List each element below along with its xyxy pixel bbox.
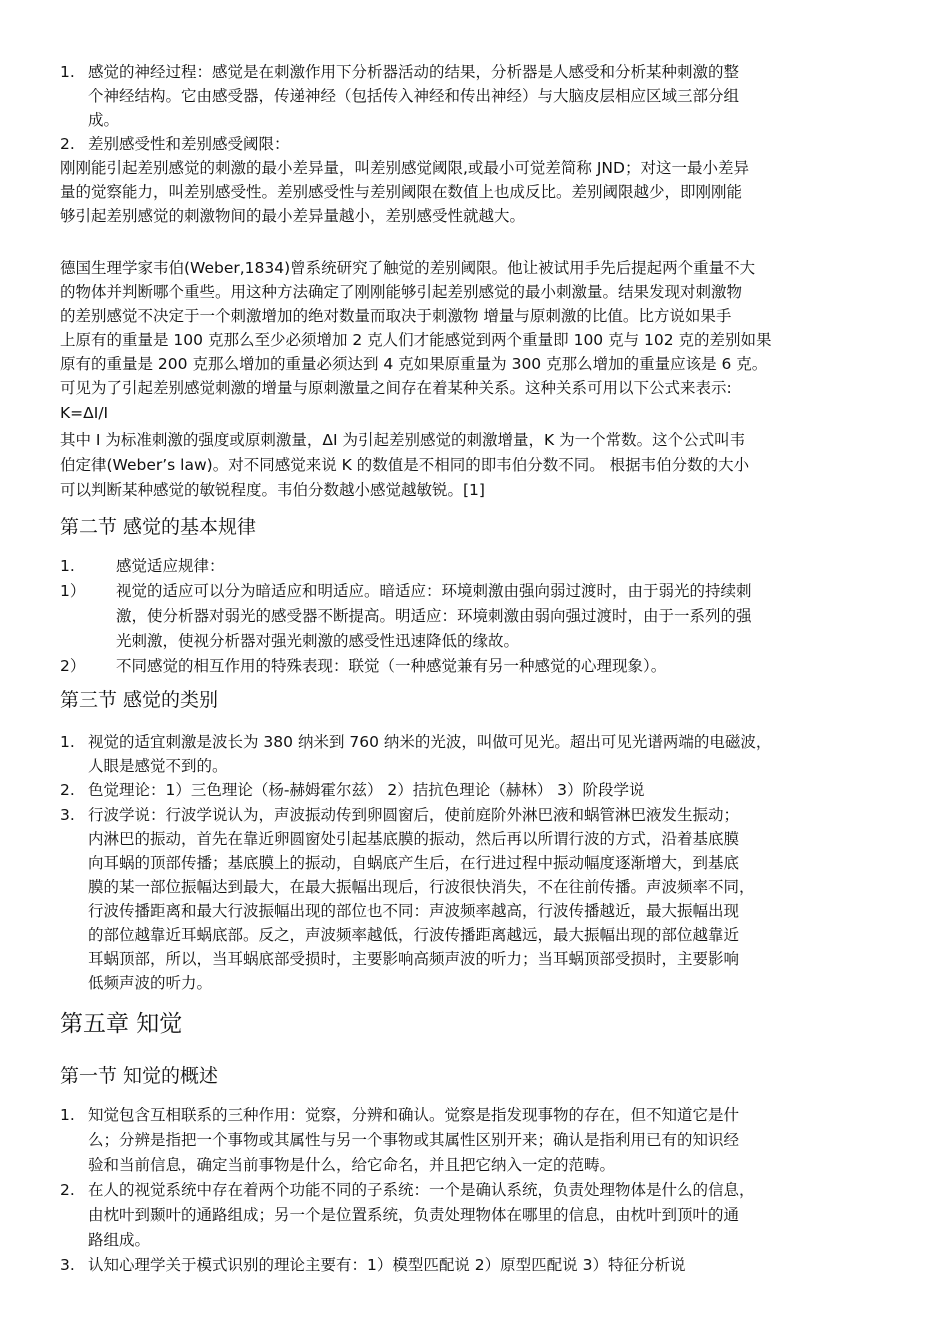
- paragraph-line: 上原有的重量是 100 克那么至少必须增加 2 克人们才能感觉到两个重量即 100 克与 102 克的差别如果: [60, 331, 772, 349]
- list-item-line: 感觉适应规律：: [116, 557, 225, 575]
- list-item-line: 么；分辨是指把一个事物或其属性与另一个事物或其属性区别开来；确认是指利用已有的知识经: [88, 1131, 740, 1149]
- list-item-line: 行波传播距离和最大行波振幅出现的部位也不同：声波频率越高，行波传播越近，最大振幅出现: [88, 902, 740, 920]
- list-number: 1.: [60, 1106, 75, 1124]
- list-number: 1）: [60, 582, 86, 600]
- list-item-line: 向耳蜗的顶部传播；基底膜上的振动，自蜗底产生后，在行进过程中振动幅度逐渐增大，到基底: [88, 854, 740, 872]
- list-item-line: 验和当前信息，确定当前事物是什么，给它命名，并且把它纳入一定的范畴。: [88, 1156, 616, 1174]
- paragraph-line: 的差别感觉不决定于一个刺激增加的绝对数量而取决于刺激物 增量与原刺激的比值。比方说如果手: [60, 307, 732, 325]
- paragraph-line: 可以判断某种感觉的敏锐程度。韦伯分数越小感觉越敏锐。[1]: [60, 481, 485, 499]
- list-item-line: 差别感受性和差别感受阈限：: [88, 135, 290, 153]
- section-heading: 第一节 知觉的概述: [60, 1065, 219, 1087]
- paragraph-line: 够引起差别感觉的刺激物间的最小差异量越小，差别感受性就越大。: [60, 207, 526, 225]
- list-number: 2.: [60, 781, 75, 799]
- list-item-line: 成。: [88, 111, 120, 129]
- list-item-line: 行波学说：行波学说认为，声波振动传到卵圆窗后，使前庭阶外淋巴液和蜗管淋巴液发生振动；: [88, 806, 740, 824]
- list-item-line: 知觉包含互相联系的三种作用：觉察，分辨和确认。觉察是指发现事物的存在，但不知道它是什: [88, 1106, 740, 1124]
- list-item-line: 个神经结构。它由感受器，传递神经（包括传入神经和传出神经）与大脑皮层相应区域三部分组: [88, 87, 740, 105]
- list-item-line: 视觉的适应可以分为暗适应和明适应。暗适应：环境刺激由强向弱过渡时，由于弱光的持续刺: [116, 582, 752, 600]
- paragraph-line: 量的觉察能力，叫差别感受性。差别感受性与差别阈限在数值上也成反比。差别阈限越少，即刚刚能: [60, 183, 743, 201]
- list-item-line: 的部位越靠近耳蜗底部。反之，声波频率越低，行波传播距离越远，最大振幅出现的部位越靠近: [88, 926, 740, 944]
- list-number: 2.: [60, 135, 75, 153]
- paragraph-line: 伯定律(Weber’s law)。对不同感觉来说 K 的数值是不相同的即韦伯分数不同。 根据韦伯分数的大小: [60, 456, 750, 474]
- paragraph-line: 的物体并判断哪个重些。用这种方法确定了刚刚能够引起差别感觉的最小刺激量。结果发现对刺激物: [60, 283, 743, 301]
- list-number: 2）: [60, 657, 86, 675]
- paragraph-line: 其中 I 为标准刺激的强度或原刺激量，ΔI 为引起差别感觉的刺激增量，K 为一个常数。这个公式叫韦: [60, 431, 746, 449]
- list-item-line: 耳蜗顶部，所以，当耳蜗底部受损时，主要影响高频声波的听力；当耳蜗顶部受损时，主要影响: [88, 950, 740, 968]
- list-item-line: 视觉的适宜刺激是波长为 380 纳米到 760 纳米的光波，叫做可见光。超出可见光谱两端的电磁波，: [88, 733, 772, 751]
- list-item-line: 人眼是感觉不到的。: [88, 757, 228, 775]
- paragraph-line: 刚刚能引起差别感觉的刺激的最小差异量，叫差别感觉阈限,或最小可觉差简称 JND；对这一最小差异: [60, 159, 749, 177]
- list-item-line: 路组成。: [88, 1231, 151, 1249]
- list-item-line: 感觉的神经过程：感觉是在刺激作用下分析器活动的结果，分析器是人感受和分析某种刺激的整: [88, 63, 740, 81]
- list-item-line: 低频声波的听力。: [88, 974, 213, 992]
- section-heading: 第三节 感觉的类别: [60, 689, 219, 711]
- list-number: 1.: [60, 733, 75, 751]
- paragraph-line: 德国生理学家韦伯(Weber,1834)曾系统研究了触觉的差别阈限。他让被试用手先后提起两个重量不大: [60, 259, 756, 277]
- paragraph-line: 原有的重量是 200 克那么增加的重量必须达到 4 克如果原重量为 300 克那么增加的重量应该是 6 克。: [60, 355, 768, 373]
- list-item-line: 色觉理论：1）三色理论（杨-赫姆霍尔兹） 2）拮抗色理论（赫林） 3）阶段学说: [88, 781, 645, 799]
- list-number: 1.: [60, 63, 75, 81]
- list-number: 2.: [60, 1181, 75, 1199]
- formula: K=ΔI/I: [60, 404, 109, 422]
- list-item-line: 由枕叶到颞叶的通路组成；另一个是位置系统，负责处理物体在哪里的信息，由枕叶到顶叶的通: [88, 1206, 740, 1224]
- list-number: 3.: [60, 806, 75, 824]
- list-number: 3.: [60, 1256, 75, 1274]
- list-item-line: 膜的某一部位振幅达到最大，在最大振幅出现后，行波很快消失，不在往前传播。声波频率不同，: [88, 878, 755, 896]
- list-item-line: 认知心理学关于模式识别的理论主要有：1）模型匹配说 2）原型匹配说 3）特征分析说: [88, 1256, 686, 1274]
- list-item-line: 内淋巴的振动，首先在靠近卵圆窗处引起基底膜的振动，然后再以所谓行波的方式，沿着基底膜: [88, 830, 740, 848]
- section-heading: 第二节 感觉的基本规律: [60, 516, 257, 538]
- list-item-line: 不同感觉的相互作用的特殊表现：联觉（一种感觉兼有另一种感觉的心理现象）。: [116, 657, 667, 675]
- list-item-line: 光刺激，使视分析器对强光刺激的感受性迅速降低的缘故。: [116, 632, 520, 650]
- list-item-line: 激，使分析器对弱光的感受器不断提高。明适应：环境刺激由弱向强过渡时，由于一系列的强: [116, 607, 752, 625]
- chapter-heading: 第五章 知觉: [60, 1011, 183, 1037]
- list-item-line: 在人的视觉系统中存在着两个功能不同的子系统：一个是确认系统，负责处理物体是什么的信息，: [88, 1181, 755, 1199]
- list-number: 1.: [60, 557, 75, 575]
- paragraph-line: 可见为了引起差别感觉刺激的增量与原刺激量之间存在着某种关系。这种关系可用以下公式来表示:: [60, 379, 732, 397]
